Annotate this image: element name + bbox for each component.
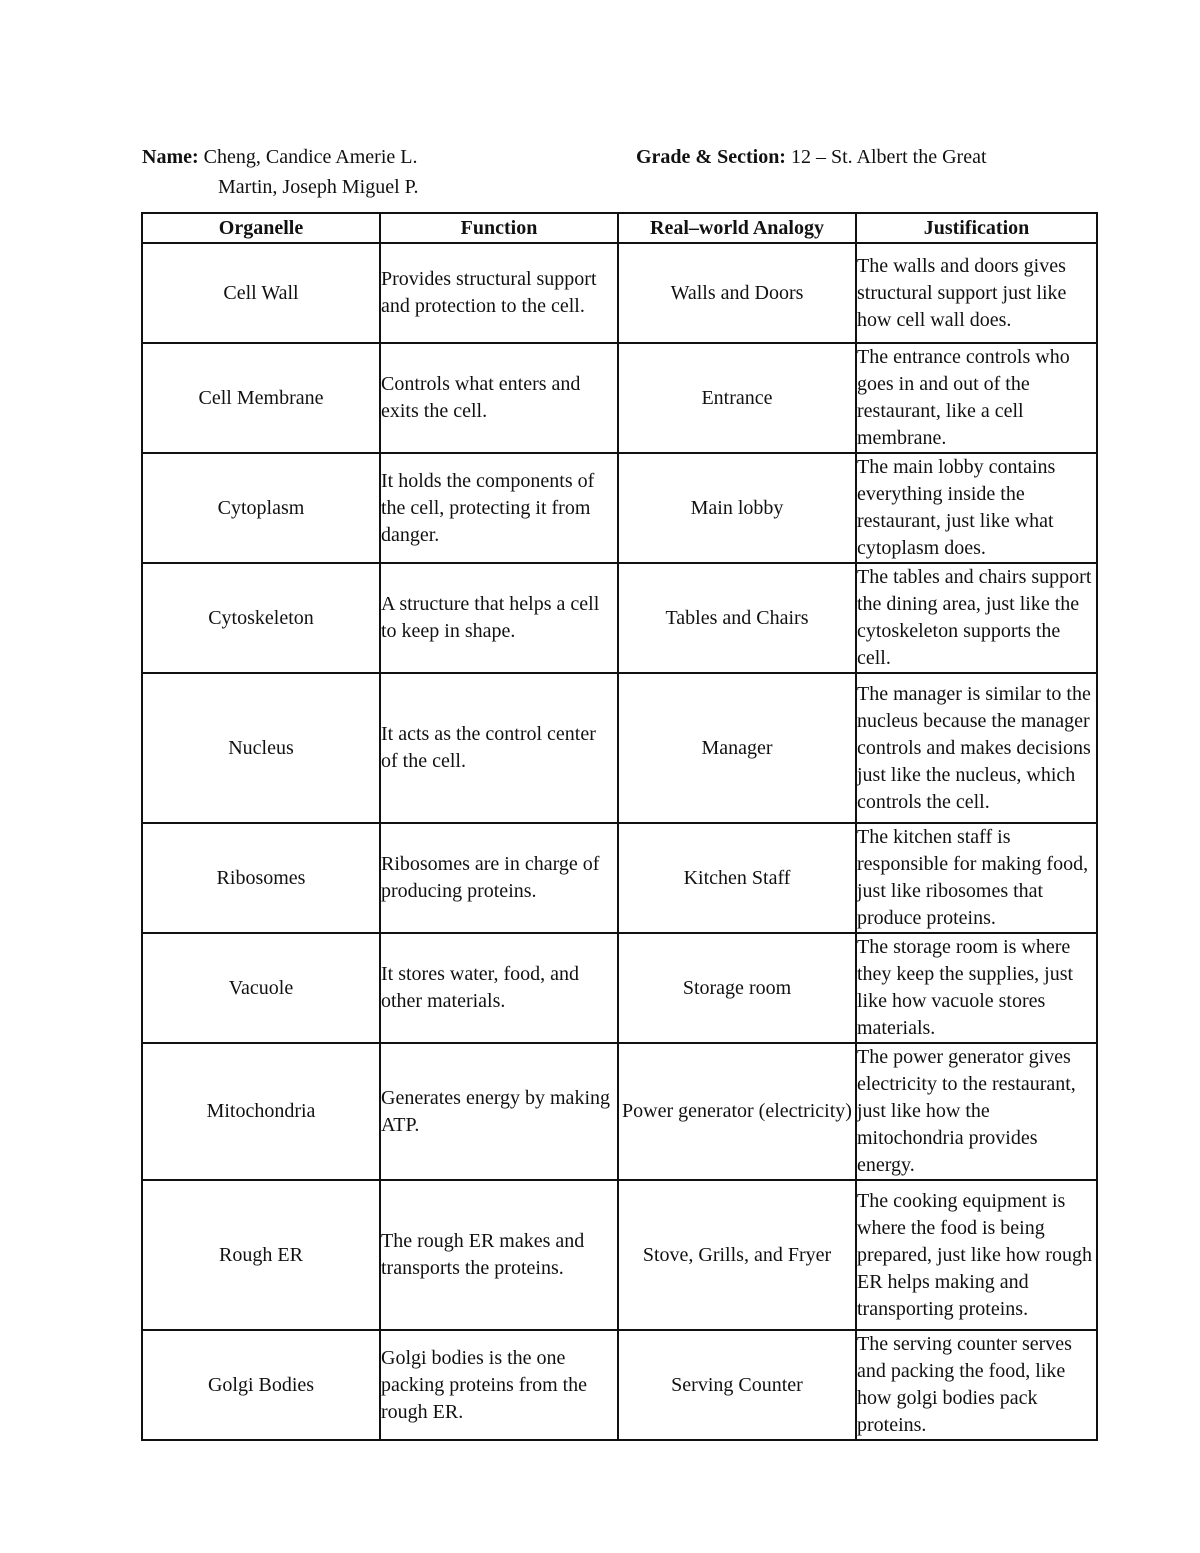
function-cell: The rough ER makes and transports the proteins. xyxy=(380,1180,618,1330)
analogy-cell: Walls and Doors xyxy=(618,243,856,343)
analogy-cell: Manager xyxy=(618,673,856,823)
justification-cell: The main lobby contains everything inside the restaurant, just like what cytoplasm does. xyxy=(856,453,1097,563)
analogy-cell: Storage room xyxy=(618,933,856,1043)
function-cell: It stores water, food, and other materials. xyxy=(380,933,618,1043)
grade-section-block xyxy=(636,142,1106,172)
name-label: Name: xyxy=(142,146,199,168)
analogy-cell: Power generator (electricity) xyxy=(618,1043,856,1180)
table-row xyxy=(142,563,1097,673)
organelle-cell: Rough ER xyxy=(142,1180,380,1330)
grade-section-value: 12 – St. Albert the Great xyxy=(790,146,987,168)
name-line-1 xyxy=(142,142,622,172)
column-header-analogy: Real–world Analogy xyxy=(618,213,856,243)
organelle-cell: Nucleus xyxy=(142,673,380,823)
table-row xyxy=(142,673,1097,823)
analogy-cell: Kitchen Staff xyxy=(618,823,856,933)
organelle-cell: Cytoplasm xyxy=(142,453,380,563)
table-row xyxy=(142,1330,1097,1440)
organelle-cell: Vacuole xyxy=(142,933,380,1043)
function-cell: Provides structural support and protection to the cell. xyxy=(380,243,618,343)
table-row xyxy=(142,453,1097,563)
table-row xyxy=(142,1043,1097,1180)
student-name-1: Cheng, Candice Amerie L. xyxy=(203,146,418,168)
justification-cell: The manager is similar to the nucleus because the manager controls and makes decisions just like the nucleus, which controls the cell. xyxy=(856,673,1097,823)
justification-cell: The kitchen staff is responsible for making food, just like ribosomes that produce proteins. xyxy=(856,823,1097,933)
table-row xyxy=(142,343,1097,453)
function-cell: Ribosomes are in charge of producing proteins. xyxy=(380,823,618,933)
justification-cell: The power generator gives electricity to the restaurant, just like how the mitochondria provides energy. xyxy=(856,1043,1097,1180)
function-cell: It holds the components of the cell, protecting it from danger. xyxy=(380,453,618,563)
student-name-2: Martin, Joseph Miguel P. xyxy=(218,176,419,198)
organelle-cell: Cytoskeleton xyxy=(142,563,380,673)
justification-cell: The entrance controls who goes in and out of the restaurant, like a cell membrane. xyxy=(856,343,1097,453)
analogy-cell: Entrance xyxy=(618,343,856,453)
column-header-organelle: Organelle xyxy=(142,213,380,243)
function-cell: Golgi bodies is the one packing proteins from the rough ER. xyxy=(380,1330,618,1440)
table-header-row xyxy=(142,213,1097,243)
analogy-cell: Main lobby xyxy=(618,453,856,563)
justification-cell: The cooking equipment is where the food is being prepared, just like how rough ER helps making and transporting proteins. xyxy=(856,1180,1097,1330)
organelle-cell: Cell Membrane xyxy=(142,343,380,453)
table-row xyxy=(142,823,1097,933)
function-cell: It acts as the control center of the cell. xyxy=(380,673,618,823)
organelle-cell: Golgi Bodies xyxy=(142,1330,380,1440)
grade-section-label: Grade & Section: xyxy=(636,146,786,168)
name-line-2 xyxy=(142,172,622,202)
analogy-cell: Tables and Chairs xyxy=(618,563,856,673)
column-header-justification: Justification xyxy=(856,213,1097,243)
analogy-cell: Serving Counter xyxy=(618,1330,856,1440)
organelle-analogy-table xyxy=(141,212,1098,1441)
organelle-cell: Mitochondria xyxy=(142,1043,380,1180)
function-cell: Generates energy by making ATP. xyxy=(380,1043,618,1180)
organelle-cell: Ribosomes xyxy=(142,823,380,933)
function-cell: Controls what enters and exits the cell. xyxy=(380,343,618,453)
column-header-function: Function xyxy=(380,213,618,243)
justification-cell: The tables and chairs support the dining area, just like the cytoskeleton supports the cell. xyxy=(856,563,1097,673)
table-row xyxy=(142,933,1097,1043)
analogy-cell: Stove, Grills, and Fryer xyxy=(618,1180,856,1330)
table-row xyxy=(142,243,1097,343)
table-row xyxy=(142,1180,1097,1330)
justification-cell: The serving counter serves and packing the food, like how golgi bodies pack proteins. xyxy=(856,1330,1097,1440)
function-cell: A structure that helps a cell to keep in shape. xyxy=(380,563,618,673)
organelle-cell: Cell Wall xyxy=(142,243,380,343)
justification-cell: The storage room is where they keep the supplies, just like how vacuole stores materials. xyxy=(856,933,1097,1043)
justification-cell: The walls and doors gives structural support just like how cell wall does. xyxy=(856,243,1097,343)
name-block xyxy=(142,142,622,202)
